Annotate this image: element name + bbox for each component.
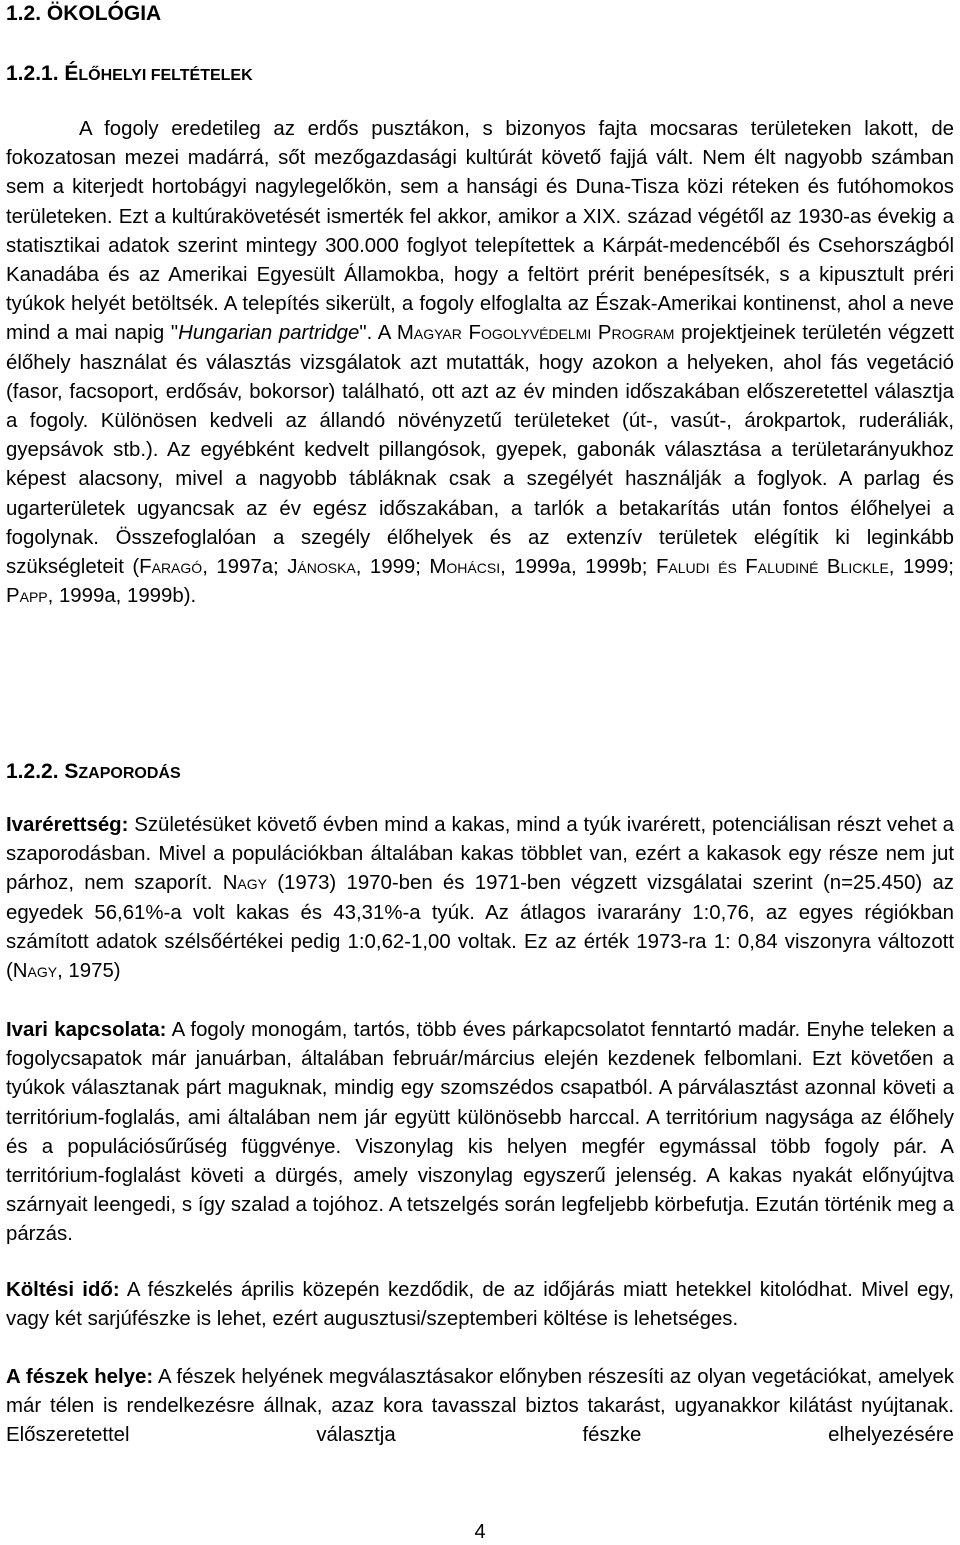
term-label: Ivari kapcsolata: [6,1019,167,1041]
author-ref: Nagy [12,960,58,983]
paragraph-nest-site: A fészek helye: A fészek helyének megválasztásakor előnyben részesíti az olyan vegetációkat, amelyek már télen is rendelkezésre állnak, azaz kora tavasszal biztos takarást, ugyanakkor kilátást nyújtanak. Előszeretettel választja fészke elhelyezésére [6,1366,955,1447]
paragraph-breeding-time: Költési idő: A fészkelés április közepén kezdődik, de az időjárás miatt hetekkel kitolódhat. Mivel egy, vagy két sarjúfészke is lehet, ezért augusztusi/szeptemberi költése is lehetséges. [6,1279,954,1331]
term-label: A fészek helye: [6,1366,154,1388]
page-number: 4 [474,1521,486,1543]
subsection-number: 1.2.2. [6,760,59,783]
italic-name: Hungarian partridge [178,322,360,345]
term-label: Költési idő: [6,1279,120,1301]
subsection-title: SZAPORODÁS [64,760,181,783]
subsection-title: ÉLŐHELYI FELTÉTELEK [64,62,253,85]
author-ref: Jánoska [287,556,356,579]
author-ref: Faludi és Faludiné Blickle [655,556,889,579]
subsection-heading-habitat [6,60,253,90]
author-ref: Faragó [139,556,203,579]
author-ref: Mohácsi [429,556,501,579]
paragraph-pair-bond: Ivari kapcsolata: A fogoly monogám, tartós, több éves párkapcsolatot fenntartó madár. Enyhe teleken a fogolycsapatok már januárban, általában február/március elején kezdenek felbomlani. Ezt követően a tyúkok választanak párt maguknak, mindig egy szomszédos csapatból. A párválasztást azonnal követi a territórium-foglalás, ami általában nem jár együtt különösebb harccal. A territórium nagysága az élőhely és a populációsűrűség függvénye. Viszonylag kis helyen megfér egymással több fogoly pár. A territórium-foglalást követi a dürgés, amely viszonylag egyszerű jelenség. A kakas nyakát előnyújtva szárnyait leengedi, s így szalad a tojóhoz. A tetszelgés során legfeljebb körbefutja. Ezután történik meg a párzás. [6,1019,954,1246]
section-title: ÖKOLÓGIA [46,2,162,25]
section-heading [6,0,161,28]
author-ref: Nagy [222,872,267,895]
subsection-heading-reproduction [6,758,181,788]
paragraph-sexual-maturity: Ivarérettség: Születésüket követő évben mind a kakas, mind a tyúk ivarérett, potenciálisan részt vehet a szaporodásban. Mivel a populációkban általában kakas többlet van, ezért a kakasok egy része nem jut párhoz, nem szaporít. Nagy (1973) 1970-ben és 1971-ben végzett vizsgálatai szerint (n=25.450) az egyedek 56,61%-a volt kakas és 43,31%-a tyúk. Az átlagos ivararány 1:0,76, az egyes régiókban számított adatok szélsőértékei pedig 1:0,62-1,00 voltak. Ez az érték 1973-ra 1: 0,84 viszonyra változott (Nagy, 1975) [6,814,955,983]
term-label: Ivarérettség: [6,814,129,836]
subsection-number: 1.2.1. [6,62,59,85]
author-ref: Papp [6,585,48,608]
paragraph-habitat: A fogoly eredetileg az erdős pusztákon, s bizonyos fajta mocsaras területeken lakott, de fokozatosan mezei madárrá, sőt mezőgazdasági kultúrát követő fajjá vált. Nem élt nagyobb számban sem a kiterjedt hortobágyi nagylegelőkön, sem a hansági és Duna-Tisza közi réteken és futóhomokos területeken. Ezt a kultúrakövetését ismerték fel akkor, amikor a XIX. század végétől az 1930-as évekig a statisztikai adatok szerint mintegy 300.000 foglyot telepítettek a Kárpát-medencéből és Csehországból Kanadába és az Amerikai Egyesült Államokba, hogy a feltört prérit benépesítsék, s a kipusztult préri tyúkok helyét betöltsék. A telepítés sikerült, a fogoly elfoglalta az Észak-Amerikai kontinenst, ahol a neve mind a mai napig "Hungarian partridge". A Magyar Fogolyvédelmi Program projektjeinek területén végzett élőhely használat és választás vizsgálatok azt mutatták, hogy azokon a helyeken, ahol fás vegetáció (fasor, facsoport, erdősáv, bokorsor) található, ott azt az év minden időszakában előszeretettel választja a fogoly. Különösen kedveli az állandó növényzetű területeket (út-, vasút-, árokpartok, ruderáliák, gyepsávok stb.). Az egyébként kedvelt pillangósok, gyepek, gabonák választása a területarányukhoz képest alacsony, mivel a nagyobb tábláknak csak a szegélyét használják a foglyok. A parlag és ugarterületek ugyancsak az év egész időszakában, a tarlók a betakarítás után fontos élőhelyei a fogolynak. Összefoglalóan a szegély élőhelyek és az extenzív területek elégítik ki leginkább szükségleteit (Faragó, 1997a; Jánoska, 1999; Mohácsi, 1999a, 1999b; Faludi és Faludiné Blickle, 1999; Papp, 1999a, 1999b). [6,118,954,608]
section-number: 1.2. [6,2,42,25]
